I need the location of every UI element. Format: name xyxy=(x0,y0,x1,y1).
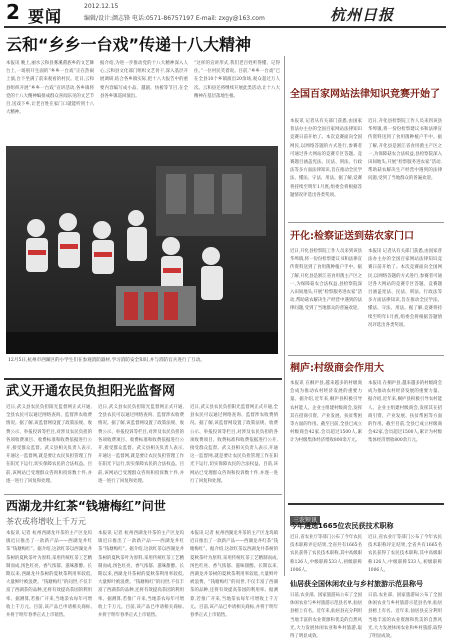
brief1-body-col2: 近日,省农业厅等部门公布了今年农民技术职称评定结果,全省共有1665名农民获得了农民技术职称,其中高级职称126人,中级职称533人,初级职称1006人。 xyxy=(368,535,442,573)
tonglu-body-col2: 本报讯 在桐庐县,越来越多的村级商会成为推动农村经济发展的重要力量。据介绍,近年来,桐庐县积极引导农村能人、企业主组建村级商会,发挥其在招商引资、产业发展、扶贫帮困等方面的作用。截至目前,全县已成立村级商会42家,会员超过1500人,累计为村级集体经济增收800余万元。 xyxy=(368,381,442,444)
brief2-body-col2: 日前,农业部、国家旅游局公布了全国休闲农业与乡村旅游示范县名单,仙居县榜上有名。近年来,仙居县充分利用当地丰富的农业资源和优美的自然风光,大力发展休闲农业和乡村旅游,取得了明显成效。 xyxy=(368,593,442,640)
news-photo xyxy=(6,146,278,354)
photo-illustration xyxy=(6,146,278,354)
brief1-body: 近日,省农业厅等部门公布了今年农民技术职称评定结果,全省共有1665名农民获得了农民技术职称,其中高级职称126人,中级职称533人,初级职称1006人。 xyxy=(290,535,362,573)
tonglu-headline: 桐庐:村级商会作用大 xyxy=(290,363,384,374)
law-contest-body: 本报讯 记者从有关部门获悉,由国家普法办主办的全国百家网站法律知识竞赛日前开始了。本次竞赛面向全国网民,以网络答题的方式进行,参赛者可通过各大网站的竞赛专区答题。竞赛题目涵盖宪法、民法、刑法、行政法等多方面法律知识,旨在推动全民学法、懂法、守法、用法。据了解,竞赛将持续至明年1月底,组委会将根据答题情况评选出各类奖项。 xyxy=(290,119,362,198)
tea-body-col2: 本报讯 记者 杭州西湖龙井茶的主产区龙坞镇近日推出了一款新产品——西湖龙井红茶“钱塘梅红”。据介绍,这款红茶以西湖龙井茶树的夏秋茶叶为原料,采用传统红茶工艺精制而成,汤色红亮、香气浓郁、滋味甜醇。长期以来,西湖龙井茶树的夏秋茶利用率较低,大量鲜叶被浪费。“钱塘梅红”的问世,不仅丰富了西湖茶的品种,还将有效提高茶园的利用率。据测算,若推广开来,当地茶农每年可增收上千万元。目前,该产品已申请相关商标,并将于明年春季正式上市销售。 xyxy=(98,531,184,619)
photo-caption: 12月5日,杭州市西湖区的小学生们在参观消防器材,学习消防安全知识,并与消防官兵进行了互动。 xyxy=(8,358,205,363)
lead-body-col1: 本报讯 晚上,丽水云和县雾溪畲族乡的文艺舞台上,一场别开生面的“乡乡一台戏”正在热闹上演,台下坐满了前来观看的村民。近日,云和县组织开展“乡乡一台戏”宣讲活动,各乡镇将党的十八大精神编排成群众喜闻乐见的文艺节目,送戏下乡,让老百姓在家门口就能听到十八大精神。 xyxy=(6,61,94,116)
wuyi-body-col2: 近日,武义县农民负担阳光监督网正式开通,全县农民可以通过网络查询、监督涉农收费情况。据了解,该监督网设置了政策法规、收费公示、举报投诉等栏目,对涉及农民负担的各项收费项目、收费标准和收费依据进行公开,接受群众监督。武义县相关负责人表示,开通这一监督网,就是要让农民负担管理工作在阳光下运行,切实保障农民的合法权益。目前,该网站已受理群众咨询和投诉数十件,并逐一进行了回复和处理。 xyxy=(98,405,184,484)
brief2-body: 日前,农业部、国家旅游局公布了全国休闲农业与乡村旅游示范县名单,仙居县榜上有名。近年来,仙居县充分利用当地丰富的农业资源和优美的自然风光,大力发展休闲农业和乡村旅游,取得了明显成效。 xyxy=(290,593,362,640)
briefs-label: 三农短讯 xyxy=(290,516,320,525)
newspaper-logo: 杭州日报 xyxy=(330,6,395,24)
tea-headline: 西湖龙井红茶“钱塘梅红”问世 xyxy=(6,499,166,513)
lead-body-col2: 据介绍,为进一步推动党的十八大精神深入人心,云和县文化部门组织文艺骨干,深入基层开展调研,结合各乡镇实际,把十八大报告中的重要内容编写成小品、越剧、快板等节目,在全县各乡镇巡回演出。 xyxy=(100,61,188,99)
wuyi-body-col1: 近日,武义县农民负担阳光监督网正式开通,全县农民可以通过网络查询、监督涉农收费情况。据了解,该监督网设置了政策法规、收费公示、举报投诉等栏目,对涉及农民负担的各项收费项目、收费标准和收费依据进行公开,接受群众监督。武义县相关负责人表示,开通这一监督网,就是要让农民负担管理工作在阳光下运行,切实保障农民的合法权益。目前,该网站已受理群众咨询和投诉数十件,并逐一进行了回复和处理。 xyxy=(6,405,92,484)
column-divider xyxy=(284,56,285,576)
law-contest-body-col2: 近日,开化县检察院工作人员来到该县华埠镇,将一份份检察建议书和法律宣传资料送到了食用菌种植户手中。据了解,开化县是浙江省食用菌主产区之一,为保障菇农合法权益,县检察院深入田间地头,开展“检察服务进农家”活动,帮助菇农解决生产经营中遇到的法律问题,受到了当地群众的普遍欢迎。 xyxy=(368,119,442,182)
section-title: 要闻 xyxy=(28,7,63,26)
lead-body-col3: “这样的宣讲形式,我们老百姓听得懂、记得住。”一位村民笑着说。目前,“乡乡一台戏”已在全县10个乡镇演出20余场,观众超过万人次。云和县还将继续开展此类活动,让十八大精神在基层落地生根。 xyxy=(194,61,280,99)
wuyi-headline: 武义开通农民负担阳光监督网 xyxy=(6,384,176,399)
brief1-headline: 今年遴选1665位农民获技术职称 xyxy=(290,522,394,530)
tonglu-body: 本报讯 在桐庐县,越来越多的村级商会成为推动农村经济发展的重要力量。据介绍,近年来,桐庐县积极引导农村能人、企业主组建村级商会,发挥其在招商引资、产业发展、扶贫帮困等方面的作用。截至目前,全县已成立村级商会42家,会员超过1500人,累计为村级集体经济增收800余万元。 xyxy=(290,381,362,444)
briefs-label-bar xyxy=(290,507,440,524)
tea-subhead: 茶农或将增收上千万元 xyxy=(6,517,86,526)
page-number: 2 xyxy=(6,0,20,24)
law-contest-headline: 全国百家网站法律知识竞赛开始了 xyxy=(290,89,440,100)
header-rule xyxy=(4,26,446,28)
story-divider xyxy=(288,222,444,223)
tea-body-col3: 本报讯 记者 杭州西湖龙井茶的主产区龙坞镇近日推出了一款新产品——西湖龙井红茶“钱塘梅红”。据介绍,这款红茶以西湖龙井茶树的夏秋茶叶为原料,采用传统红茶工艺精制而成,汤色红亮、香气浓郁、滋味甜醇。长期以来,西湖龙井茶树的夏秋茶利用率较低,大量鲜叶被浪费。“钱塘梅红”的问世,不仅丰富了西湖茶的品种,还将有效提高茶园的利用率。据测算,若推广开来,当地茶农每年可增收上千万元。目前,该产品已申请相关商标,并将于明年春季正式上市销售。 xyxy=(190,531,278,619)
kaihua-headline: 开化:检察证送到菇农家门口 xyxy=(290,231,414,242)
brief2-headline: 仙居获全国休闲农业与乡村旅游示范县称号 xyxy=(290,580,423,588)
story-divider xyxy=(288,355,444,356)
issue-date: 2012.12.15 xyxy=(84,3,119,10)
kaihua-body: 近日,开化县检察院工作人员来到该县华埠镇,将一份份检察建议书和法律宣传资料送到了食用菌种植户手中。据了解,开化县是浙江省食用菌主产区之一,为保障菇农合法权益,县检察院深入田间地头,开展“检察服务进农家”活动,帮助菇农解决生产经营中遇到的法律问题,受到了当地群众的普遍欢迎。 xyxy=(290,249,362,312)
editor-info: 编辑/设计:颜志锋 电话:0571-86757197 E-mail: zxgy@163.com xyxy=(84,15,265,22)
lead-headline: 云和“乡乡一台戏”传递十八大精神 xyxy=(6,35,252,54)
story-divider xyxy=(4,494,282,495)
page-header xyxy=(0,0,450,30)
kaihua-body-col2: 本报讯 记者从有关部门获悉,由国家普法办主办的全国百家网站法律知识竞赛日前开始了。本次竞赛面向全国网民,以网络答题的方式进行,参赛者可通过各大网站的竞赛专区答题。竞赛题目涵盖宪法、民法、刑法、行政法等多方面法律知识,旨在推动全民学法、懂法、守法、用法。据了解,竞赛将持续至明年1月底,组委会将根据答题情况评选出各类奖项。 xyxy=(368,249,442,328)
briefs-rule xyxy=(288,503,444,505)
section-rule xyxy=(4,378,282,380)
wuyi-body-col3: 近日,武义县农民负担阳光监督网正式开通,全县农民可以通过网络查询、监督涉农收费情况。据了解,该监督网设置了政策法规、收费公示、举报投诉等栏目,对涉及农民负担的各项收费项目、收费标准和收费依据进行公开,接受群众监督。武义县相关负责人表示,开通这一监督网,就是要让农民负担管理工作在阳光下运行,切实保障农民的合法权益。目前,该网站已受理群众咨询和投诉数十件,并逐一进行了回复和处理。 xyxy=(190,405,278,484)
tea-body-col1: 本报讯 记者 杭州西湖龙井茶的主产区龙坞镇近日推出了一款新产品——西湖龙井红茶“钱塘梅红”。据介绍,这款红茶以西湖龙井茶树的夏秋茶叶为原料,采用传统红茶工艺精制而成,汤色红亮、香气浓郁、滋味甜醇。长期以来,西湖龙井茶树的夏秋茶利用率较低,大量鲜叶被浪费。“钱塘梅红”的问世,不仅丰富了西湖茶的品种,还将有效提高茶园的利用率。据测算,若推广开来,当地茶农每年可增收上千万元。目前,该产品已申请相关商标,并将于明年春季正式上市销售。 xyxy=(6,531,92,619)
